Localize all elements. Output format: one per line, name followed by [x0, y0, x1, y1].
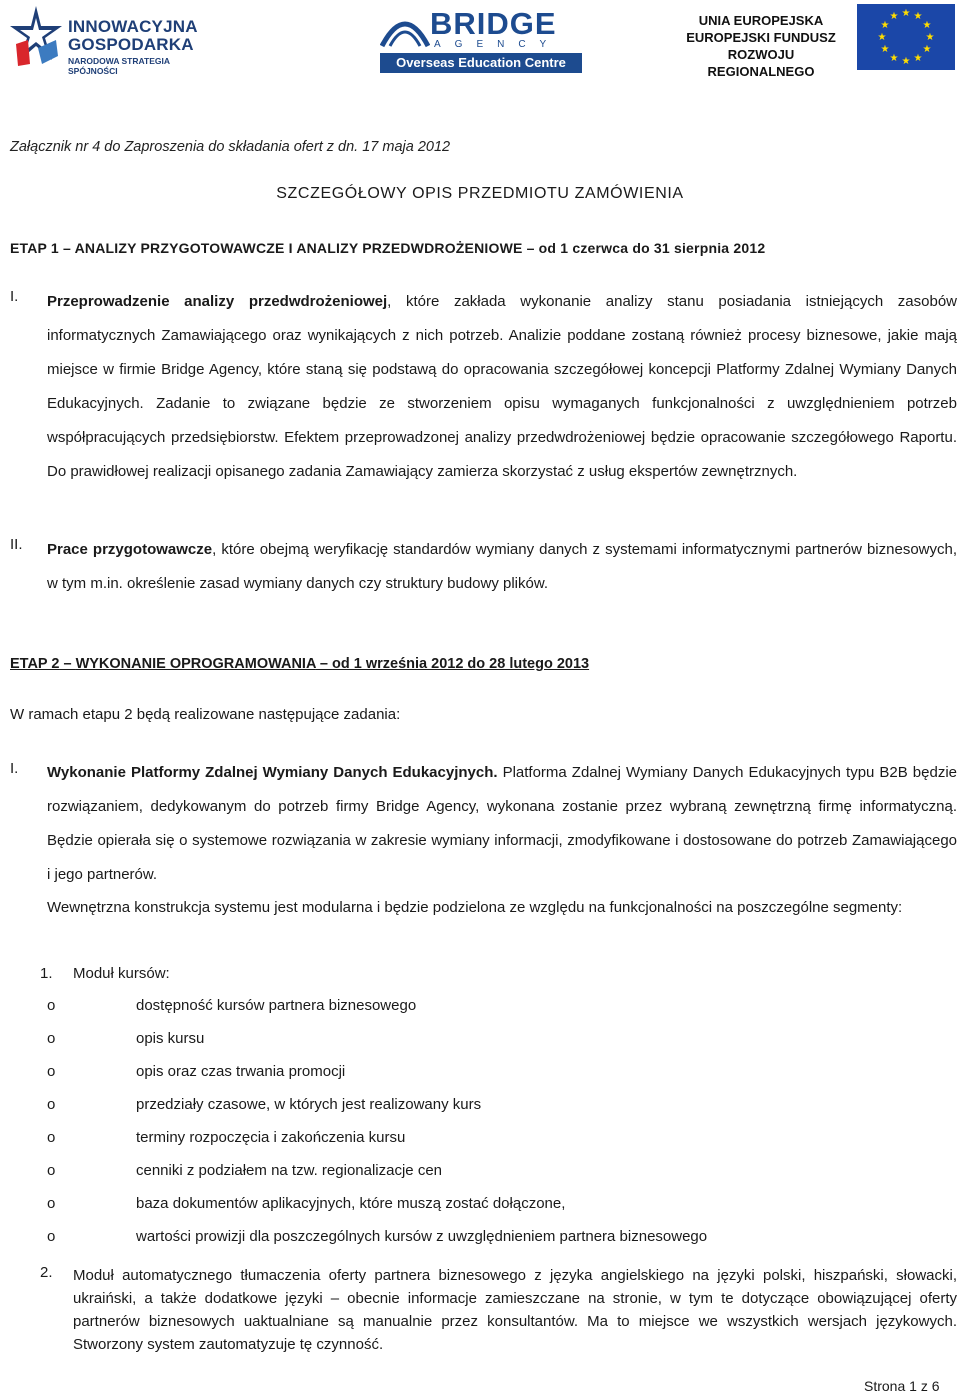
svg-text:★: ★	[889, 53, 899, 64]
stage2-section-i-paragraph	[47, 756, 957, 892]
section-ii-paragraph	[47, 533, 957, 601]
module1-bullet-item: opis oraz czas trwania promocji	[136, 1063, 346, 1080]
bridge-agency-logo	[380, 6, 582, 72]
stage2-intro: W ramach etapu 2 będą realizowane następujące zadania:	[10, 706, 401, 723]
svg-text:★: ★	[880, 20, 890, 31]
section-ii-text: , które obejmą weryfikację standardów wymiany danych z systemami informatycznymi partnerów biznesowych, w tym m.in. określenie zasad wymiany danych czy struktury budowy plików.	[47, 541, 957, 592]
page-number: Strona 1 z 6	[864, 1378, 940, 1394]
svg-text:★: ★	[901, 56, 911, 67]
stage2-section-i-paragraph2: Wewnętrzna konstrukcja systemu jest modularna i będzie podzielona ze względu na funkcjonalności na poszczególne segmenty:	[47, 899, 903, 916]
module1-bullet-item: cenniki z podziałem na tzw. regionalizacje cen	[136, 1162, 442, 1179]
logo-line3: NARODOWA STRATEGIA SPÓJNOŚCI	[68, 56, 170, 76]
svg-text:★: ★	[913, 53, 923, 64]
attachment-note: Załącznik nr 4 do Zaproszenia do składania ofert z dn. 17 maja 2012	[10, 139, 451, 155]
svg-text:★: ★	[922, 20, 932, 31]
bullet-marker: o	[47, 1129, 56, 1146]
bullet-marker: o	[47, 1030, 56, 1047]
svg-text:★: ★	[901, 8, 911, 19]
svg-text:★: ★	[913, 11, 923, 22]
module1-bullet-item: terminy rozpoczęcia i zakończenia kursu	[136, 1129, 406, 1146]
stage2-section-i-number: I.	[10, 760, 19, 777]
eu-line3: ROZWOJU REGIONALNEGO	[707, 47, 815, 79]
module2-text: Moduł automatycznego tłumaczenia oferty partnera biznesowego z języka angielskiego na języki polski, hiszpański, słowacki, ukraiński, a także dodatkowe języki – obecnie informacje zamieszczane na stronie, w tym te dotyczące obowiązującej oferty partnerów biznesowych uaktualniane są manualnie przez konsultantów. Ma to miejsce we wszystkich wersjach językowych. Stworzony system zautomatyzuje tę czynność.	[73, 1267, 957, 1353]
bullet-marker: o	[47, 997, 56, 1014]
eu-line1: UNIA EUROPEJSKA	[698, 13, 824, 28]
page-title: SZCZEGÓŁOWY OPIS PRZEDMIOTU ZAMÓWIENIA	[276, 185, 684, 202]
module1-bullet-item: dostępność kursów partnera biznesowego	[136, 997, 417, 1014]
eu-fund-text	[676, 12, 846, 80]
stage2-heading: ETAP 2 – WYKONANIE OPROGRAMOWANIA – od 1 września 2012 do 28 lutego 2013	[10, 656, 590, 672]
section-i-number: I.	[10, 288, 19, 305]
overseas-bar: Overseas Education Centre	[380, 53, 582, 73]
module2-number: 2.	[40, 1264, 53, 1281]
module1-bullet-item: wartości prowizji dla poszczególnych kursów z uwzględnieniem partnera biznesowego	[136, 1228, 708, 1245]
svg-text:★: ★	[889, 11, 899, 22]
star-logo-icon	[8, 4, 64, 70]
bullet-marker: o	[47, 1063, 56, 1080]
bridge-word: BRIDGE	[430, 6, 557, 41]
agency-word: AGENCY	[434, 39, 561, 50]
innowacyjna-gospodarka-logo	[8, 4, 218, 76]
stage2-section-i-text: Platforma Zdalnej Wymiany Danych Edukacyjnych typu B2B będzie rozwiązaniem, dedykowanym do potrzeb firmy Bridge Agency, wykonana zostanie przez wybraną zewnętrzną firmę informatyczną. Będzie opierała się o systemowe rozwiązania w zakresie wymiany informacji, zmodyfikowane i dostosowane do potrzeb Zamawiającego i jego partnerów.	[47, 764, 957, 883]
module1-number: 1.	[40, 965, 53, 982]
eu-flag-icon	[857, 4, 955, 70]
section-i-bold: Przeprowadzenie analizy przedwdrożeniowej	[47, 293, 388, 310]
section-i-text: , które zakłada wykonanie analizy stanu posiadania istniejących zasobów informatycznych Zamawiającego oraz wynikających z nich potrzeb. Analizie poddane zostaną również procesy biznesowe, jakie mają miejsce w firmie Bridge Agency, które staną się podstawą do opracowania szczegółowej koncepcji Platformy Zdalnej Wymiany Danych Edukacyjnych. Zadanie to związane będzie ze stworzeniem opisu wymaganych funkcjonalności z uwzględnieniem potrzeb współpracujących przedsiębiorstw. Efektem przeprowadzonej analizy przedwdrożeniowej będzie opracowanie szczegółowego Raportu. Do prawidłowej realizacji opisanego zadania Zamawiający zamierza skorzystać z usług ekspertów zewnętrznych.	[47, 293, 957, 480]
svg-text:★: ★	[880, 44, 890, 55]
stage2-section-i-bold: Wykonanie Platformy Zdalnej Wymiany Danych Edukacyjnych.	[47, 764, 498, 781]
eu-line2: EUROPEJSKI FUNDUSZ	[686, 30, 836, 45]
section-ii-bold: Prace przygotowawcze	[47, 541, 213, 558]
section-ii-number: II.	[10, 536, 23, 553]
bullet-marker: o	[47, 1195, 56, 1212]
module1-title: Moduł kursów:	[73, 965, 170, 982]
logo-line1: INNOWACYJNA	[68, 17, 198, 36]
bullet-marker: o	[47, 1096, 56, 1113]
module1-bullet-item: opis kursu	[136, 1030, 205, 1047]
stage1-heading: ETAP 1 – ANALIZY PRZYGOTOWAWCZE I ANALIZY PRZEDWDROŻENIOWE – od 1 czerwca do 31 sierpnia 2012	[10, 240, 766, 256]
section-i-paragraph	[47, 285, 957, 489]
logo-line2: GOSPODARKA	[68, 35, 194, 54]
svg-text:★: ★	[877, 32, 887, 43]
bullet-marker: o	[47, 1228, 56, 1245]
svg-text:★: ★	[925, 32, 935, 43]
bridge-arc-icon	[380, 8, 430, 50]
svg-text:★: ★	[922, 44, 932, 55]
bullet-marker: o	[47, 1162, 56, 1179]
module1-bullet-item: przedziały czasowe, w których jest realizowany kurs	[136, 1096, 482, 1113]
module1-bullet-item: baza dokumentów aplikacyjnych, które muszą zostać dołączone,	[136, 1195, 566, 1212]
